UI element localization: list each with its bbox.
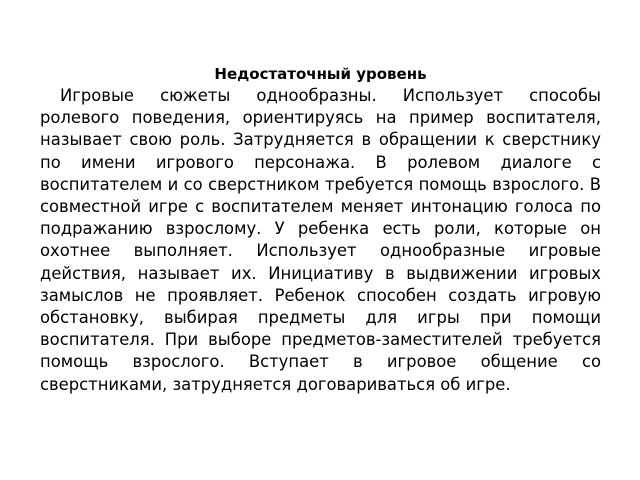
- slide-content: [40, 63, 601, 396]
- body-paragraph: Игровые сюжеты однообразны. Использует способы ролевого поведения, ориентируясь на пример воспитателя, называет свою роль. Затрудняется в обращении к сверстнику по имени игрового персонажа. В ролевом диалоге с воспитателем и со сверстником требуется помощь взрослого. В совместной игре с воспитателем меняет интонацию голоса по подражанию взрослому. У ребенка есть роли, которые он охотнее выполняет. Использует однообразные игровые действия, называет их. Инициативу в выдвижении игровых замыслов не проявляет. Ребенок способен создать игровую обстановку, выбирая предметы для игры при помощи воспитателя. При выборе предметов-заместителей требуется помощь взрослого. Вступает в игровое общение со сверстниками, затрудняется договариваться об игре.: [40, 86, 601, 394]
- slide-title: Недостаточный уровень: [214, 65, 427, 83]
